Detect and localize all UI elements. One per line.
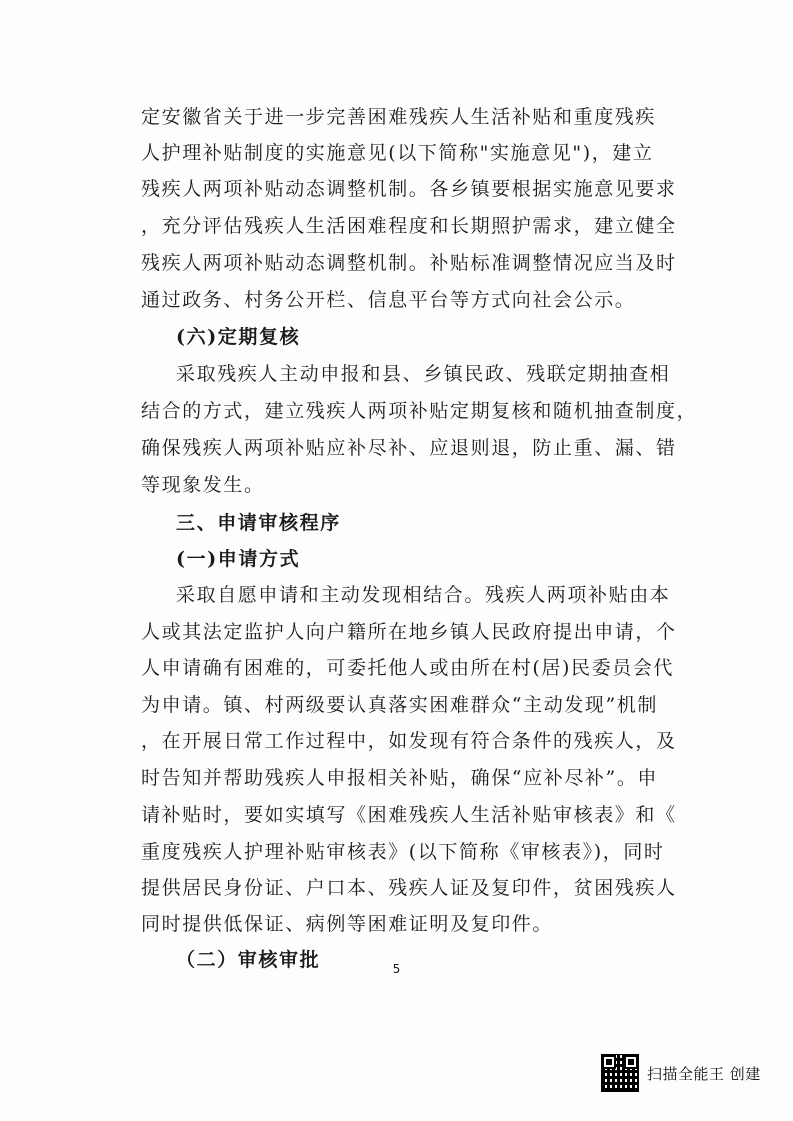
text-line: 通过政务、村务公开栏、信息平台等方式向社会公示。 xyxy=(141,289,636,311)
text-line: 人护理补贴制度的实施意见(以下简称"实施意见")，建立 xyxy=(141,142,654,164)
watermark-label: 扫描全能王 创建 xyxy=(647,1064,761,1083)
text-line: 等现象发生。 xyxy=(141,474,265,496)
text-line: 人或其法定监护人向户籍所在地乡镇人民政府提出申请，个 xyxy=(141,621,677,643)
text-line: 定安徽省关于进一步完善困难残疾人生活补贴和重度残疾 xyxy=(141,106,657,128)
text-line: ，充分评估残疾人生活困难程度和长期照护需求，建立健全 xyxy=(141,215,677,237)
section-heading: (六)定期复核 xyxy=(176,326,301,348)
qr-code-icon xyxy=(601,1054,639,1092)
text-line: 提供居民身份证、户口本、残疾人证及复印件，贫困残疾人 xyxy=(141,877,677,899)
text-line: 残疾人两项补贴动态调整机制。补贴标准调整情况应当及时 xyxy=(141,252,677,274)
page-number: 5 xyxy=(392,962,401,976)
text-line: 请补贴时，要如实填写《困难残疾人生活补贴审核表》和《 xyxy=(141,804,677,826)
text-line: 残疾人两项补贴动态调整机制。各乡镇要根据实施意见要求 xyxy=(141,178,677,200)
text-line: ，在开展日常工作过程中，如发现有符合条件的残疾人，及 xyxy=(141,730,677,752)
section-heading: （二）审核审批 xyxy=(176,949,321,971)
text-line: 人申请确有困难的，可委托他人或由所在村(居)民委员会代 xyxy=(141,657,675,679)
text-line: 为申请。镇、村两级要认真落实困难群众“主动发现”机制 xyxy=(141,694,659,716)
text-line: 采取自愿申请和主动发现相结合。残疾人两项补贴由本 xyxy=(176,584,671,606)
section-heading: (一)申请方式 xyxy=(176,548,301,570)
text-line: 确保残疾人两项补贴应补尽补、应退则退，防止重、漏、错 xyxy=(141,437,677,459)
text-line: 时告知并帮助残疾人申报相关补贴，确保“应补尽补”。申 xyxy=(141,767,659,789)
text-line: 同时提供低保证、病例等困难证明及复印件。 xyxy=(141,913,554,935)
text-line: 重度残疾人护理补贴审核表》(以下简称《审核表》)，同时 xyxy=(141,841,665,863)
text-line: 结合的方式，建立残疾人两项补贴定期复核和随机抽查制度， xyxy=(141,400,698,422)
scanner-watermark xyxy=(601,1052,761,1094)
text-line: 采取残疾人主动申报和县、乡镇民政、残联定期抽查相 xyxy=(176,363,671,385)
section-heading: 三、申请审核程序 xyxy=(176,512,341,534)
